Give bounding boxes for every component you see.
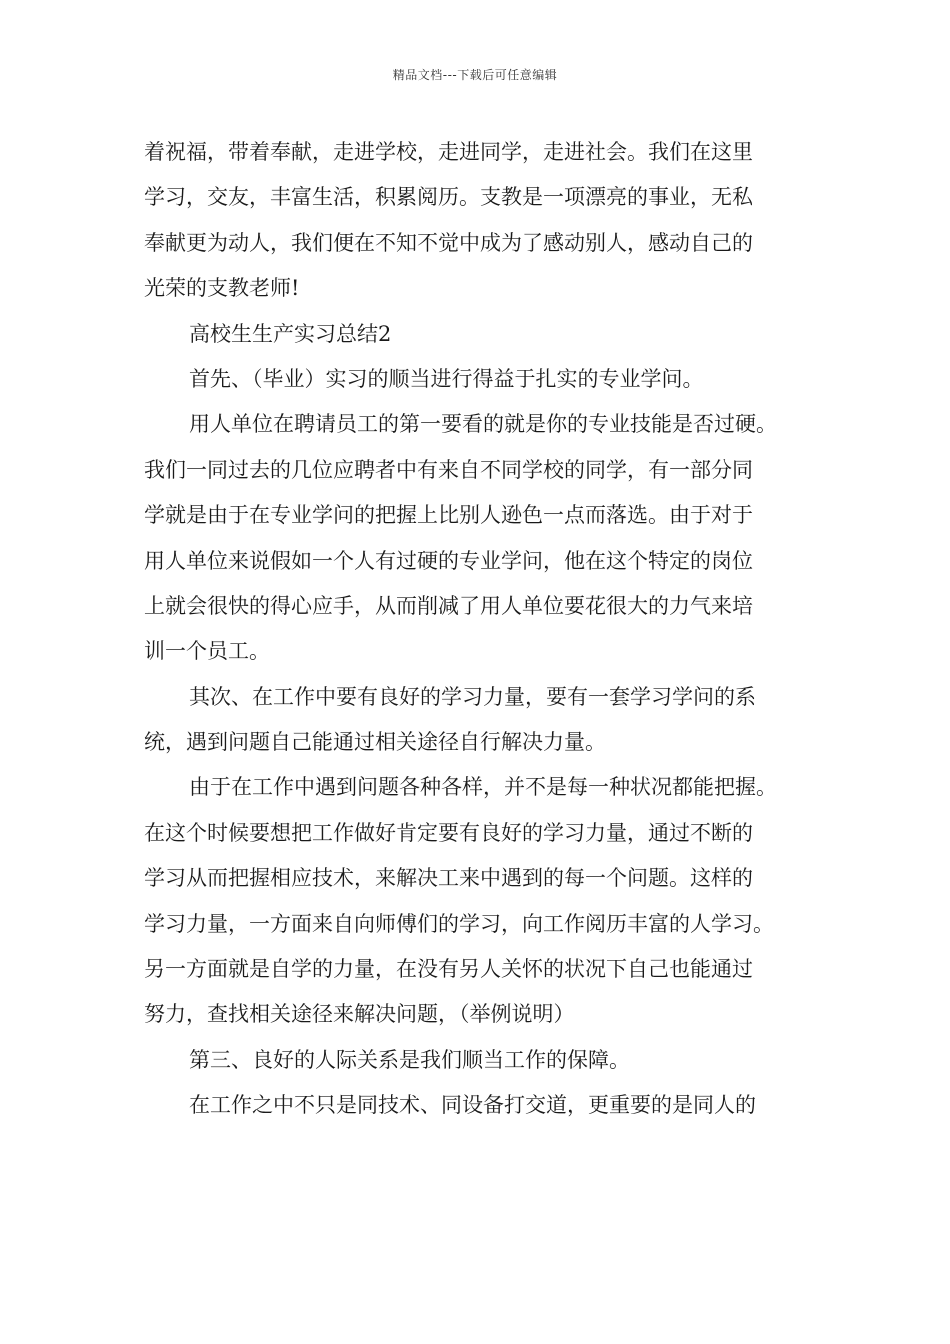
text-line: 奉献更为动人，我们便在不知不觉中成为了感动别人，感动自己的 — [144, 230, 753, 255]
text-line: 学习从而把握相应技术，来解决工来中遇到的每一个问题。这样的 — [144, 866, 753, 891]
page-header: 精品文档---下载后可任意编辑 — [392, 68, 558, 82]
text-line: 学习力量，一方面来自向师傅们的学习，向工作阅历丰富的人学习。 — [144, 911, 774, 936]
text-line: 用人单位来说假如一个人有过硬的专业学问，他在这个特定的岗位 — [144, 548, 753, 573]
text-line: 高校生生产实习总结2 — [189, 321, 392, 346]
text-line: 在工作之中不只是同技术、同设备打交道，更重要的是同人的 — [189, 1093, 756, 1118]
text-line: 训一个员工。 — [144, 639, 270, 664]
text-line: 在这个时候要想把工作做好肯定要有良好的学习力量，通过不断的 — [144, 820, 753, 845]
text-line: 首先、（毕业）实习的顺当进行得益于扎实的专业学问。 — [189, 366, 704, 391]
text-line: 努力，查找相关途径来解决问题，（举例说明） — [144, 1002, 575, 1027]
text-line: 学就是由于在专业学问的把握上比别人逊色一点而落选。由于对于 — [144, 503, 753, 528]
text-line: 另一方面就是自学的力量，在没有另人关怀的状况下自己也能通过 — [144, 957, 753, 982]
text-line: 由于在工作中遇到问题各种各样，并不是每一种状况都能把握。 — [189, 775, 777, 800]
text-line: 着祝福，带着奉献，走进学校，走进同学，走进社会。我们在这里 — [144, 140, 753, 164]
text-line: 用人单位在聘请员工的第一要看的就是你的专业技能是否过硬。 — [189, 412, 777, 437]
text-line: 上就会很快的得心应手，从而削减了用人单位要花很大的力气来培 — [144, 593, 753, 618]
text-line: 第三、良好的人际关系是我们顺当工作的保障。 — [189, 1047, 630, 1072]
text-line: 统，遇到问题自己能通过相关途径自行解决力量。 — [144, 730, 606, 755]
text-line: 其次、在工作中要有良好的学习力量，要有一套学习学问的系 — [189, 684, 756, 709]
text-line: 光荣的支教老师! — [144, 276, 300, 301]
text-line: 学习，交友，丰富生活，积累阅历。支教是一项漂亮的事业，无私 — [144, 185, 753, 210]
text-line: 我们一同过去的几位应聘者中有来自不同学校的同学，有一部分同 — [144, 457, 753, 482]
document-body — [144, 130, 824, 1129]
